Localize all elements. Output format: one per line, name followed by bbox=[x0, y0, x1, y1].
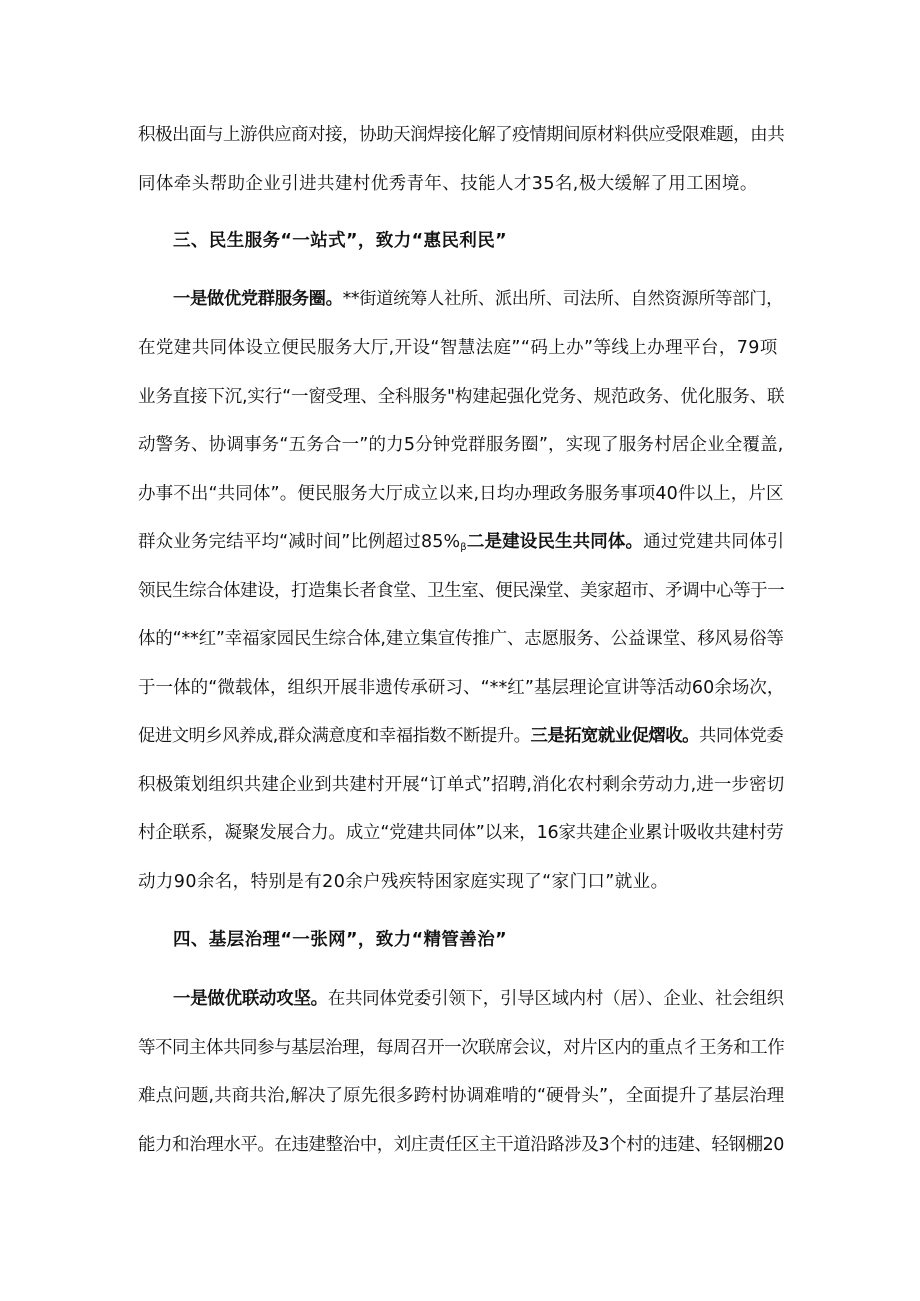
paragraph-line: 在党建共同体设立便民服务大厅,开设“智慧法庭”“码上办”等线上办理平台，79项 bbox=[138, 338, 778, 358]
paragraph-line bbox=[173, 987, 784, 1011]
paragraph-line: 同体牵头帮助企业引进共建村优秀青年、技能人才35名,极大缓解了用工困境。 bbox=[138, 174, 758, 194]
paragraph-line: 于一体的“微载体，组织开展非遗传承研习、“**红”基层理论宣讲等活动60余场次， bbox=[138, 678, 785, 698]
paragraph-line: 难点问题,共商共治,解决了原先很多跨村协调难啃的“硬骨头”，全面提升了基层治理 bbox=[138, 1086, 785, 1106]
paragraph-line bbox=[138, 724, 783, 748]
paragraph-line: 积极策划组织共建企业到共建村开展“订单式”招聘,消化农村剩余劳动力,进一步密切 bbox=[138, 775, 785, 795]
paragraph-line: 积极出面与上游供应商对接，协助天润焊接化解了疫情期间原材料供应受限难题，由共 bbox=[138, 125, 785, 145]
bold-lead: 三是拓宽就业促熠收。 bbox=[530, 726, 699, 746]
paragraph-line bbox=[173, 287, 783, 311]
text-run: **街道统筹人社所、派出所、司法所、自然资源所等部门， bbox=[342, 289, 784, 309]
paragraph-line: 动力90余名，特别是有20余户残疾特困家庭实现了“家门口”就业。 bbox=[138, 872, 669, 892]
paragraph-line: 办事不出“共同体”。便民服务大厅成立以来,日均办理政务服务事项40件以上，片区 bbox=[138, 484, 784, 504]
subscript: β bbox=[460, 542, 467, 553]
bold-lead: 二是建设民生共同体。 bbox=[466, 532, 644, 552]
text-run: 群众业务完结平均“减时间”比例超过85% bbox=[138, 532, 461, 552]
paragraph-line: 等不同主体共同参与基层治理，每周召开一次联席会议，对片区内的重点彳王务和工作 bbox=[138, 1038, 785, 1058]
bold-lead: 一是做优联动攻坚。 bbox=[173, 989, 328, 1009]
section-heading: 三、民生服务“一站式”，致力“惠民利民” bbox=[173, 231, 508, 251]
paragraph-line: 体的“**红”幸福家园民生综合体,建立集宣传推广、志愿服务、公益课堂、移风易俗等 bbox=[138, 629, 784, 649]
paragraph-line bbox=[138, 530, 784, 560]
paragraph-line: 领民生综合体建设，打造集长者食堂、卫生室、便民澡堂、美家超市、矛调中心等于一 bbox=[138, 581, 785, 601]
paragraph-line: 业务直接下沉,实行“一窗受理、全科服务"构建起强化党务、规范政务、优化服务、联 bbox=[138, 387, 785, 407]
text-run: 在共同体党委引领下，引导区域内村（居）、企业、社会组织 bbox=[327, 989, 784, 1009]
text-run: 促进文明乡风养成,群众满意度和幸福指数不断提升。 bbox=[138, 726, 531, 746]
paragraph-line: 村企联系，凝聚发展合力。成立“党建共同体”以来，16家共建企业累计吸收共建村劳 bbox=[138, 823, 784, 843]
text-run: 通过党建共同体引 bbox=[643, 532, 785, 552]
bold-lead: 一是做优党群服务圈。 bbox=[173, 289, 343, 309]
section-heading: 四、基层治理“一张网”，致力“精管善治” bbox=[173, 930, 508, 950]
text-run: 共同体党委 bbox=[698, 726, 784, 746]
paragraph-line: 动警务、协调事务“五务合一”的力5分钟党群服务圈”，实现了服务村居企业全覆盖, bbox=[138, 435, 784, 455]
paragraph-line: 能力和治理水平。在违建整治中，刘庄责任区主干道沿路涉及3个村的违建、轻钢棚20 bbox=[138, 1135, 784, 1155]
